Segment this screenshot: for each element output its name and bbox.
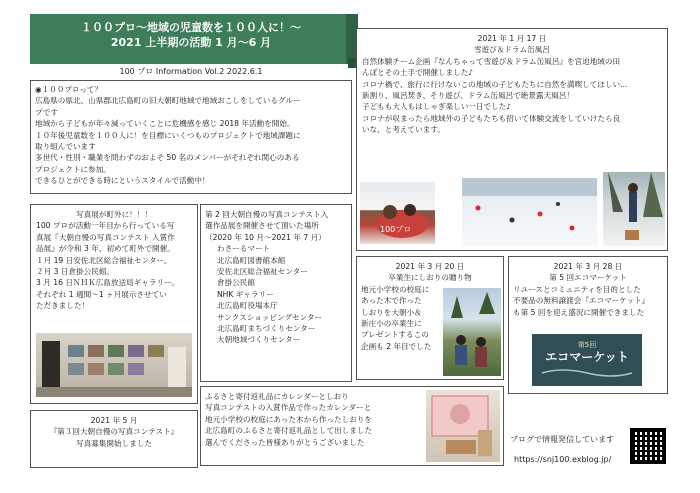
board-decoration (532, 367, 642, 379)
calendar-line: 北広島町のふるさと寄付返礼品として出しました (205, 426, 373, 436)
title-banner (30, 14, 352, 64)
mar20-line: 新庄小の卒業生に (361, 319, 422, 329)
jan17-line: コロナが収まったら地域外の子どもたちも招いて体験交流をしていけたら良 (362, 113, 621, 123)
intro-line: プです (35, 107, 59, 117)
intro-line: 取り組んでいます (35, 142, 96, 152)
mar20-line: 地元小学校の校庭に (361, 284, 430, 294)
venue-item: 倉掛公民館 (217, 278, 255, 288)
calendar-line: 写真コンテストの入賞作品で作ったカレンダーと (205, 403, 372, 413)
banner-line1: １００プロ～地域の児童数を１００人に！～ (81, 21, 301, 34)
intro-line: プロジェクトに参加。 (35, 164, 111, 174)
mar28-line: リユースとコミュニティを目的とした (513, 284, 641, 294)
may-title: 『第３回大朝自慢の写真コンテスト』 (49, 427, 179, 437)
venue-item: わさーるマート (217, 244, 271, 254)
intro-line: 地域から子どもが年々減っていくことに危機感を感じ 2018 年活動を開始。 (35, 119, 295, 129)
photo-gallery (36, 333, 192, 397)
jan17-line: 新割り、風呂焚き、そり遊び、ドラム缶風呂で絶景露天風呂！ (362, 91, 574, 101)
photo-bath (360, 182, 435, 244)
mar20-line: あった木で作った (361, 296, 422, 306)
mar20-title: 卒業生にしおりの贈り物 (388, 273, 472, 283)
venues-line: 選作品展を開催させて頂いた場所 (205, 221, 319, 231)
bath-drawing (360, 182, 435, 244)
calendar-line: 地元小学校の校庭にあった木から作ったしおりを (205, 414, 372, 424)
jan17-line: んぼとその土手で開催しました♪ (362, 68, 474, 78)
may-subtitle: 写真募集開始しました (76, 438, 152, 448)
mar28-date: 2021 年 3 月 28 日 (553, 262, 623, 271)
exhibit-line: 真展『大朝自慢の写真コンテスト 入賞作 (36, 232, 175, 242)
blog-label: ブログで情報発信しています (510, 435, 614, 444)
intro-line: １０年後児童数を１００人に！を目標にいくつものプロジェクトで地域課題に (35, 130, 301, 140)
venue-item: 北広島町図書館本館 (217, 255, 286, 265)
venue-item: 大朝地域づくりセンター (217, 335, 301, 345)
jan17-line: 子どもも大人もはしゃぎ楽しい一日でした♪ (362, 102, 512, 112)
board-small: 第5回 (577, 341, 597, 349)
venues-line: 第 2 回大朝自慢の写真コンテスト入 (205, 210, 329, 219)
mar20-line: プレゼントするこの (361, 330, 429, 340)
exhibit-line: それぞれ 1 週間～1 ヶ月展示させてい (36, 289, 167, 299)
venues-line: （2020 年 10 月～2021 年 7 月） (205, 232, 326, 242)
intro-box (30, 80, 352, 194)
exhibit-line: 品展』が令和 3 年、初めて町外で開催。 (36, 244, 175, 254)
venue-item: 北広島町まちづくりセンター (217, 324, 316, 334)
intro-line: ◉１００プロって？ (35, 85, 103, 94)
photo-label: 100プロ (380, 225, 412, 234)
mar28-title: 第 5 回エコマーケット (549, 273, 627, 283)
kids-drawing (443, 288, 501, 376)
intro-line: 広島県の県北、山県郡北広島町の旧大朝町地域で地域おこしをしているグルー (35, 96, 301, 106)
snow-field-drawing (462, 178, 597, 246)
info-line: 100 プロ Information Vol.2 2022.6.1 (119, 67, 263, 76)
calendar-line: ふるさと寄付返礼品にカレンダーとしおり (205, 392, 349, 401)
exhibit-line: １月 19 日安佐北区総合福祉センター。 (36, 255, 172, 265)
jan17-date: 2021 年 1 月 17 日 (477, 34, 547, 43)
calendar-line: 選んでくださった皆様ありがとうございました (205, 437, 365, 447)
firewood-drawing (603, 172, 665, 246)
gallery-drawing (36, 333, 192, 397)
may-date: 2021 年 5 月 (90, 416, 138, 425)
exhibit-line: 100 プロが活動一年目から行っている写 (36, 221, 175, 231)
banner-line2: 2021 上半期の活動 1 月～6 月 (110, 36, 272, 49)
intro-line: できるひとができる時にというスタイルで活動中！ (35, 176, 210, 186)
mar20-line: しおりを大朝小＆ (361, 307, 422, 317)
venues-box (200, 204, 352, 382)
exhibit-line: 3 月 16 日ＮＨＫ広島放送局ギャラリー。 (36, 278, 179, 288)
photo-eco-board (532, 334, 642, 386)
board-big: エコマーケット (545, 350, 629, 364)
calendar-drawing (426, 390, 500, 462)
qr-code[interactable] (630, 428, 666, 464)
photo-snow-field (462, 178, 597, 246)
venue-item: NHK ギャラリー (217, 289, 274, 299)
venue-item: 安佐北区総合福祉センター (217, 267, 308, 277)
mar28-line: 不要品の無料譲渡会『エコマーケット』 (513, 296, 650, 306)
venue-item: 北広島町役場本庁 (217, 301, 278, 311)
mar20-line: 企画も 2 年目でした (361, 341, 432, 351)
jan17-line: コロナ禍で、旅行に行けないこの地域の子どもたちに自然を満喫してほしい… (362, 79, 628, 89)
mar20-date: 2021 年 3 月 20 日 (395, 262, 465, 271)
mar28-line: も第 5 回を迎え盛況に開催できました (513, 307, 645, 317)
intro-line: 多世代・性別・職業を問わずのおよそ 50 名のメンバーがそれぞれ関心のある (35, 153, 300, 163)
photo-firewood (603, 172, 665, 246)
photo-kids (443, 288, 501, 376)
exhibit-heading: 写真展が町外に！！！ (76, 210, 152, 219)
photo-calendar (426, 390, 500, 462)
jan17-line: いな、と考えています。 (362, 125, 445, 135)
jan17-title: 雪遊び＆ドラム缶風呂 (474, 45, 550, 55)
may-box (30, 410, 198, 468)
blog-url[interactable]: https://snj100.exblog.jp/ (514, 455, 612, 464)
jan17-line: 自然体験チーム企画『なんちゃって雪遊び＆ドラム缶風呂』を宮迫地域の田 (362, 56, 621, 66)
exhibit-line: ２月 3 日倉掛公民館。 (36, 267, 115, 277)
exhibit-line: ただきました！ (36, 301, 90, 311)
venue-item: サンクスショッピングセンター (217, 312, 323, 322)
